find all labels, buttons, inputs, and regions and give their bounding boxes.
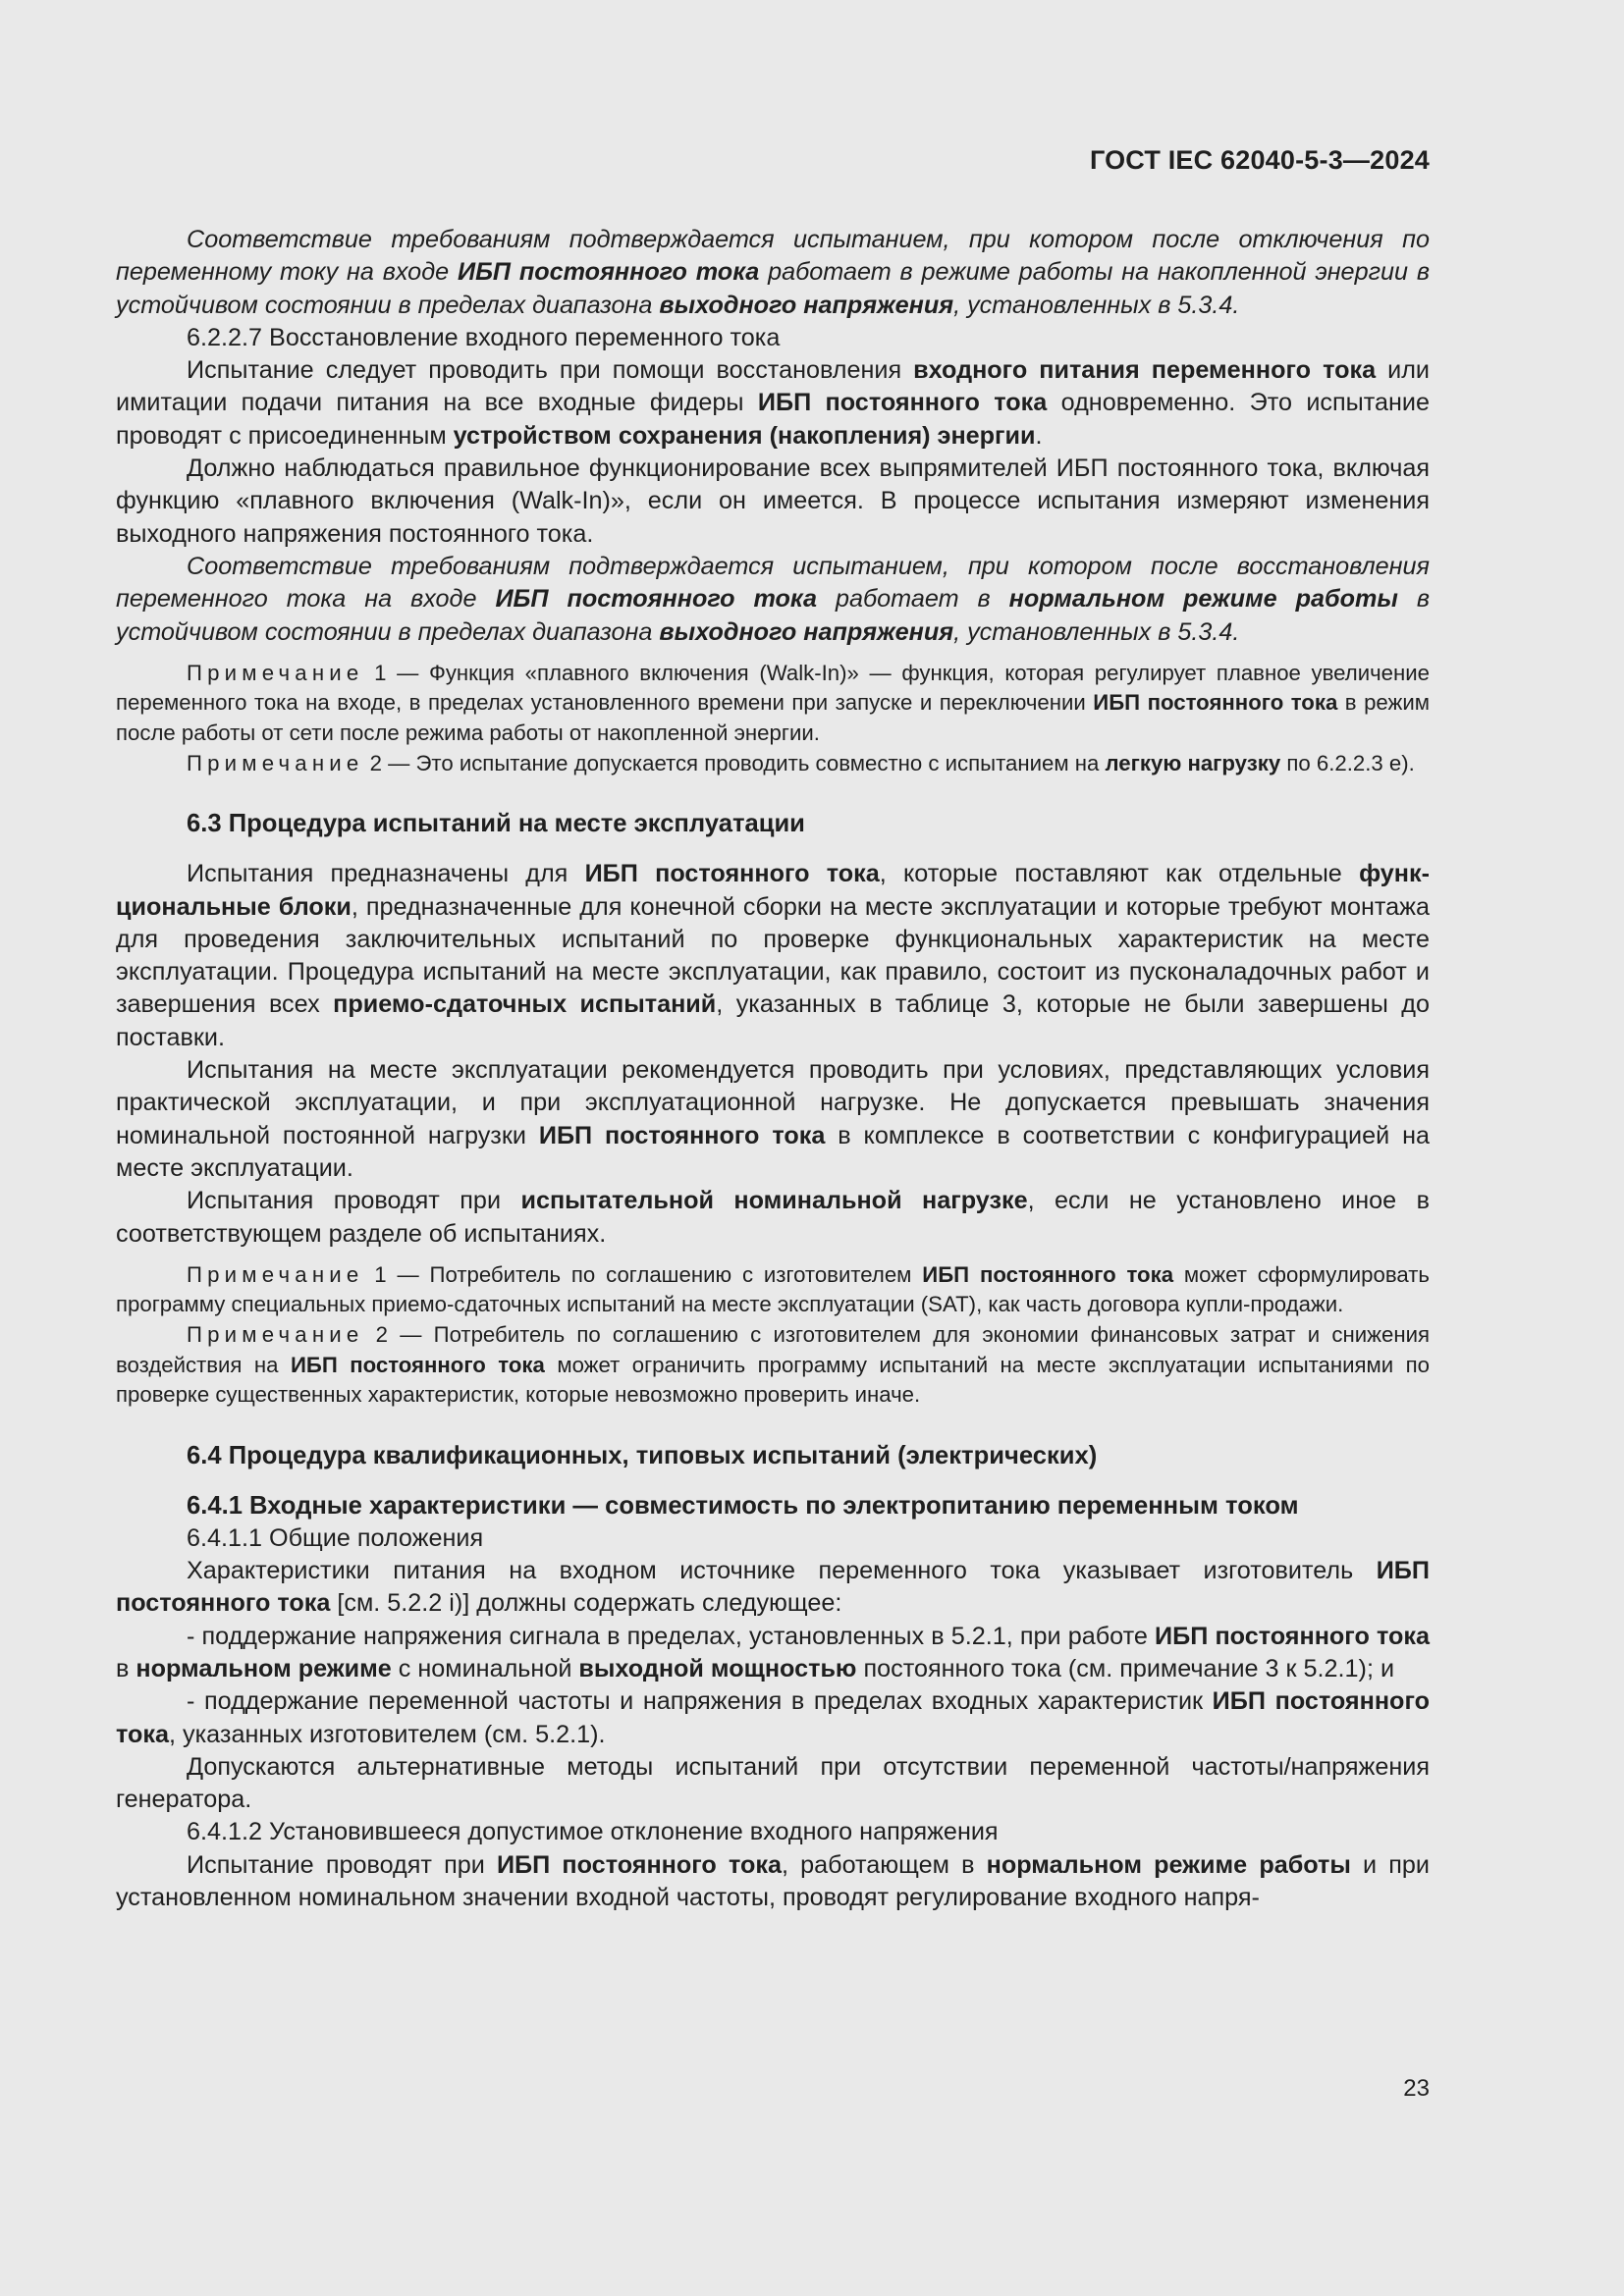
text-run: [см. 5.2.2 i)] должны содержать следующее: xyxy=(330,1589,842,1618)
bold-term: нормальном режиме работы xyxy=(986,1850,1351,1879)
document-page xyxy=(116,0,1430,2296)
text-run: , указанных в таблице 3, которые не были завершены до поставки. xyxy=(116,990,1430,1051)
bold-term: нормальном режиме работы xyxy=(1008,585,1398,614)
text-run: . xyxy=(1035,421,1043,450)
bold-term: ИБП постоянного тока xyxy=(1155,1622,1430,1650)
text-run: , предназначенные для конечной сборки на месте эксплуатации и которые требуют монтажа для проведения заключительных испытаний по проверке функциональных характеристик на месте эксплуатации. Процедура испытаний на месте эксплуатации, как правило, состоит из пусконаладочных работ и завершения всех xyxy=(116,892,1430,1019)
text-run: 2 — Это испытание допускается проводить совместно с испытанием на xyxy=(363,750,1106,775)
spacer xyxy=(116,649,1430,659)
section-heading xyxy=(116,1440,1430,1472)
bold-term: функциональные блоки xyxy=(116,860,1430,921)
text-run: в устойчивом состоянии в пределах диапазона xyxy=(116,585,1431,646)
note-paragraph xyxy=(116,1320,1430,1411)
bold-term: 6.4 Процедура квалификационных, типовых испытаний (электрических) xyxy=(187,1441,1098,1469)
paragraph xyxy=(116,1522,1430,1555)
text-run: Должно наблюдаться правильное функционирование всех выпрямителей ИБП постоянного тока, включая функцию «плавного включения (Walk-In)», если он имеется. В процессе испытания измеряют изменения выходного напряжения постоянного тока. xyxy=(116,454,1430,548)
bold-term: ИБП постоянного тока xyxy=(538,1121,826,1149)
bold-term: ИБП постоянного тока xyxy=(457,258,760,287)
text-run: Испытание следует проводить при помощи восстановления xyxy=(187,356,914,385)
spacer xyxy=(116,1251,1430,1260)
paragraph xyxy=(116,1185,1430,1251)
bold-term: входного питания переменного тока xyxy=(913,356,1377,385)
bold-term: ИБП постоянного тока xyxy=(116,1687,1430,1748)
bold-term: выходного напряжения xyxy=(659,617,954,646)
text-run: 2 — Потребитель по соглашению с изготовителем для экономии финансовых затрат и снижения воздействия на xyxy=(116,1321,1430,1377)
text-run: 1 — Потребитель по соглашению с изготовителем xyxy=(363,1261,923,1287)
text-run: Соответствие требованиям подтверждается испытанием, при котором после отключения по переменному току на входе xyxy=(116,226,1430,287)
text-run: , которые поставляют как отдельные xyxy=(879,860,1360,888)
bold-term: ИБП постоянного тока xyxy=(116,1557,1430,1618)
bold-term: ИБП постоянного тока xyxy=(922,1261,1174,1287)
bold-term: ИБП постоянного тока xyxy=(757,389,1048,417)
text-run: работает в режиме работы на накопленной энергии в устойчивом состоянии в пределах диапазона xyxy=(116,258,1430,319)
note-paragraph xyxy=(116,659,1430,749)
bold-term: выходного напряжения xyxy=(659,291,954,319)
bold-term: выходной мощностью xyxy=(578,1654,857,1682)
text-run: - поддержание переменной частоты и напряжения в пределах входных характеристик xyxy=(187,1687,1213,1716)
paragraph xyxy=(116,858,1430,1054)
text-run: в комплексе в соответствии с конфигурацией на месте эксплуатации. xyxy=(116,1121,1430,1182)
text-run: и при установленном номинальном значении входной частоты, проводят регулирование входного напря- xyxy=(116,1850,1430,1912)
paragraph xyxy=(116,551,1430,649)
text-run: Допускаются альтернативные методы испытаний при отсутствии переменной частоты/напряжения генератора. xyxy=(116,1752,1430,1814)
bold-term: устройством сохранения (накопления) энергии xyxy=(453,421,1036,450)
text-run: , работающем в xyxy=(781,1850,987,1879)
page-number: 23 xyxy=(1403,2075,1430,2102)
bold-term: испытательной номинальной нагрузке xyxy=(520,1187,1028,1215)
text-run: может ограничить программу испытаний на месте эксплуатации испытаниями по проверке существенных характеристик, которые невозможно проверить иначе. xyxy=(116,1352,1430,1408)
bold-term: ИБП постоянного тока xyxy=(495,585,818,614)
text-run: Испытания предназначены для xyxy=(187,860,585,888)
text-run: по 6.2.2.3 е). xyxy=(1280,750,1415,775)
text-run: с номинальной xyxy=(391,1654,579,1682)
bold-term: нормальном режиме xyxy=(135,1654,392,1682)
section-heading xyxy=(116,1490,1430,1522)
standard-header: ГОСТ IEC 62040-5-3—2024 xyxy=(1089,145,1430,175)
bold-term: 6.3 Процедура испытаний на месте эксплуатации xyxy=(187,810,805,838)
text-run: в режим после работы от сети после режима работы от накопленной энергии. xyxy=(116,690,1430,746)
text-run: 1 — Функция «плавного включения (Walk-In)» — функция, которая регулирует плавное увеличение переменного тока на входе, в пределах установленного времени при запуске и переключении xyxy=(116,660,1430,716)
text-run: Испытание проводят при xyxy=(187,1850,497,1879)
text-run: , если не установлено иное в соответствующем разделе об испытаниях. xyxy=(116,1187,1430,1248)
paragraph xyxy=(116,1621,1430,1686)
bold-term: легкую нагрузку xyxy=(1105,750,1281,775)
paragraph xyxy=(116,1054,1430,1185)
text-run: 6.4.1.1 Общие положения xyxy=(187,1523,484,1552)
section-heading xyxy=(116,808,1430,840)
bold-term: ИБП постоянного тока xyxy=(496,1850,782,1879)
spacer xyxy=(116,1411,1430,1440)
paragraph xyxy=(116,1816,1430,1848)
text-run: , установленных в 5.3.4. xyxy=(953,291,1240,319)
paragraph xyxy=(116,1555,1430,1621)
bold-term: ИБП постоянного тока xyxy=(290,1352,545,1377)
bold-term: приемо-сдаточных испытаний xyxy=(333,990,717,1019)
document-body xyxy=(116,224,1430,1914)
text-run: , указанных изготовителем (см. 5.2.1). xyxy=(169,1720,606,1748)
bold-term: ИБП постоянного тока xyxy=(1093,690,1338,716)
paragraph xyxy=(116,453,1430,551)
spacer xyxy=(116,840,1430,858)
text-run: 6.2.2.7 Восстановление входного переменного тока xyxy=(187,323,781,351)
text-run: Испытания проводят при xyxy=(187,1187,521,1215)
text-run: одновременно. Это испытание проводят с присоединенным xyxy=(116,389,1430,450)
spacer xyxy=(116,778,1430,808)
note-label: Примечание xyxy=(187,1261,364,1287)
paragraph xyxy=(116,1849,1430,1915)
bold-term: 6.4.1 Входные характеристики — совместимость по электропитанию переменным током xyxy=(187,1491,1299,1520)
text-run: Испытания на месте эксплуатации рекомендуется проводить при условиях, представляющих условия практической эксплуатации, и при эксплуатационной нагрузке. Не допускается превышать значения номинальной постоянной нагрузки xyxy=(116,1056,1430,1149)
spacer xyxy=(116,1472,1430,1490)
text-run: Соответствие требованиям подтверждается испытанием, при котором после восстановления переменного тока на входе xyxy=(116,552,1430,614)
note-paragraph xyxy=(116,749,1430,779)
text-run: постоянного тока (см. примечание 3 к 5.2.1); и xyxy=(856,1654,1395,1682)
text-run: в xyxy=(116,1654,136,1682)
note-paragraph xyxy=(116,1260,1430,1320)
text-run: может сформулировать программу специальных приемо-сдаточных испытаний на месте эксплуатации (SAT), как часть договора купли-продажи. xyxy=(116,1261,1430,1317)
note-label: Примечание xyxy=(187,750,364,775)
paragraph xyxy=(116,1751,1430,1817)
text-run: Характеристики питания на входном источнике переменного тока указывает изготовитель xyxy=(187,1557,1377,1585)
text-run: - поддержание напряжения сигнала в пределах, установленных в 5.2.1, при работе xyxy=(187,1622,1156,1650)
note-label: Примечание xyxy=(187,1321,364,1347)
paragraph xyxy=(116,224,1430,322)
paragraph xyxy=(116,322,1430,354)
note-label: Примечание xyxy=(187,660,364,685)
paragraph xyxy=(116,354,1430,453)
text-run: 6.4.1.2 Установившееся допустимое отклонение входного напряжения xyxy=(187,1818,999,1846)
text-run: работает в xyxy=(817,585,1009,614)
text-run: или имитации подачи питания на все входные фидеры xyxy=(116,356,1430,417)
paragraph xyxy=(116,1685,1430,1751)
bold-term: ИБП постоянного тока xyxy=(584,860,880,888)
text-run: , установленных в 5.3.4. xyxy=(953,617,1240,646)
